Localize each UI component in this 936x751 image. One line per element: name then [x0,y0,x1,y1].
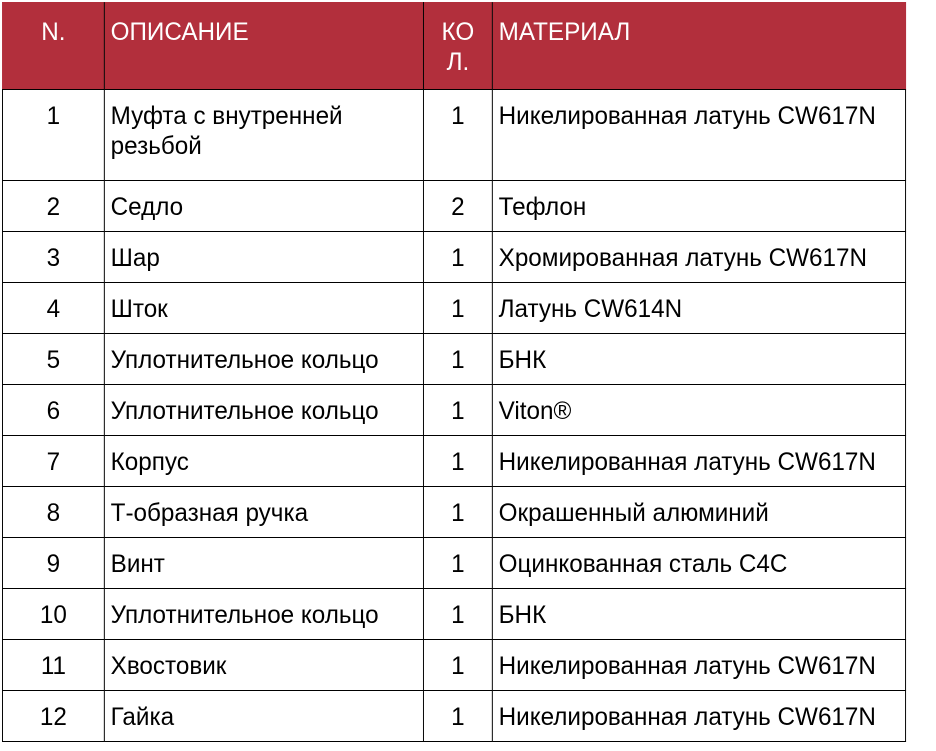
header-row [2,3,905,90]
cell-material: Никелированная латунь CW617N [492,691,905,742]
table-row [2,487,905,538]
cell-quantity: 2 [423,181,492,232]
table-row [2,589,905,640]
table-row [2,436,905,487]
cell-number: 3 [2,232,104,283]
table-row [2,283,905,334]
cell-description: Гайка [104,691,423,742]
cell-description: Корпус [104,436,423,487]
cell-number: 12 [2,691,104,742]
cell-quantity: 1 [423,487,492,538]
cell-quantity: 1 [423,283,492,334]
cell-description: Шток [104,283,423,334]
cell-description: Муфта с внутренней резьбой [104,90,423,181]
table-row [2,691,905,742]
table-row [2,181,905,232]
cell-number: 6 [2,385,104,436]
cell-material: Окрашенный алюминий [492,487,905,538]
cell-quantity: 1 [423,691,492,742]
cell-quantity: 1 [423,436,492,487]
cell-description: Шар [104,232,423,283]
cell-number: 8 [2,487,104,538]
cell-quantity: 1 [423,90,492,181]
cell-material: БНК [492,334,905,385]
cell-description: Седло [104,181,423,232]
cell-number: 7 [2,436,104,487]
cell-number: 2 [2,181,104,232]
cell-material: Хромированная латунь CW617N [492,232,905,283]
cell-quantity: 1 [423,334,492,385]
header-quantity: КО Л. [423,3,492,90]
cell-quantity: 1 [423,640,492,691]
cell-quantity: 1 [423,589,492,640]
cell-number: 11 [2,640,104,691]
table-row [2,385,905,436]
table-row [2,232,905,283]
cell-number: 10 [2,589,104,640]
header-material: МАТЕРИАЛ [492,3,905,90]
table-row [2,640,905,691]
cell-quantity: 1 [423,538,492,589]
cell-description: Уплотнительное кольцо [104,385,423,436]
cell-description: Т-образная ручка [104,487,423,538]
table-row [2,334,905,385]
cell-number: 4 [2,283,104,334]
cell-material: БНК [492,589,905,640]
table-body [2,90,905,742]
cell-material: Тефлон [492,181,905,232]
header-number: N. [2,3,104,90]
cell-quantity: 1 [423,385,492,436]
cell-material: Viton® [492,385,905,436]
cell-material: Никелированная латунь CW617N [492,640,905,691]
cell-material: Оцинкованная сталь C4C [492,538,905,589]
cell-description: Хвостовик [104,640,423,691]
parts-table [2,2,906,742]
cell-description: Винт [104,538,423,589]
header-description: ОПИСАНИЕ [104,3,423,90]
cell-number: 9 [2,538,104,589]
cell-number: 1 [2,90,104,181]
cell-quantity: 1 [423,232,492,283]
table-row [2,538,905,589]
table-row [2,90,905,181]
cell-number: 5 [2,334,104,385]
cell-material: Никелированная латунь CW617N [492,90,905,181]
cell-description: Уплотнительное кольцо [104,334,423,385]
cell-description: Уплотнительное кольцо [104,589,423,640]
cell-material: Латунь CW614N [492,283,905,334]
cell-material: Никелированная латунь CW617N [492,436,905,487]
